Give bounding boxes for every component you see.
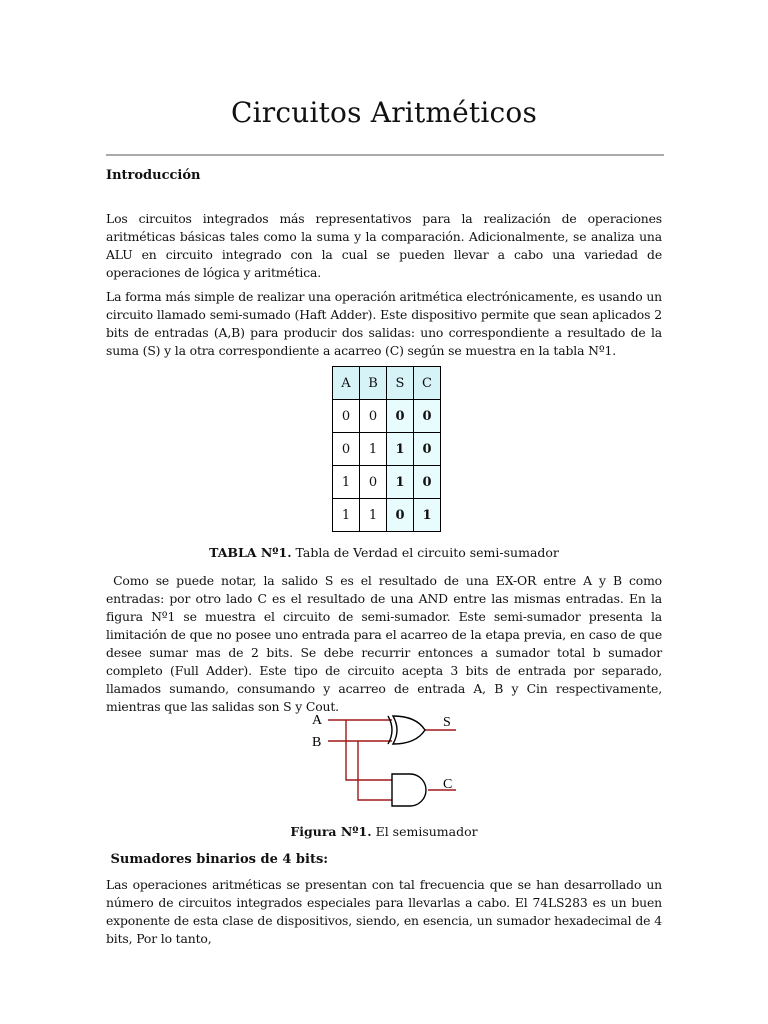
cell-s: 0 — [387, 499, 414, 532]
section-heading-4bit-adders: Sumadores binarios de 4 bits: — [106, 852, 329, 867]
and-gate — [392, 774, 426, 806]
cell-b: 1 — [360, 499, 387, 532]
paragraph-4bit-adders: Las operaciones aritméticas se presentan con tal frecuencia que se han desarrollado un número de circuitos integrados especiales para llevarlas a cabo. El 74LS283 es un buen exponente de esta clase de dispositivos, siendo, en esencia, un sumador hexadecimal de 4 bits, Por lo tanto, — [106, 877, 662, 946]
table-row — [333, 466, 441, 499]
xor-gate — [388, 716, 425, 744]
header-c: C — [414, 367, 441, 400]
header-s: S — [387, 367, 414, 400]
input-b-label: B — [312, 735, 322, 750]
cell-c: 0 — [414, 466, 441, 499]
half-adder-circuit-diagram — [300, 708, 470, 808]
figure-caption-label: Figura Nº1. — [290, 824, 372, 839]
cell-b: 0 — [360, 400, 387, 433]
cell-c: 0 — [414, 433, 441, 466]
figure-caption — [0, 824, 768, 839]
output-s-label: S — [443, 715, 451, 730]
cell-s: 0 — [387, 400, 414, 433]
output-c-label: C — [443, 777, 453, 792]
wire-b-to-and — [358, 741, 392, 800]
table-caption-label: TABLA Nº1. — [209, 545, 292, 560]
cell-a: 1 — [333, 466, 360, 499]
table-row — [333, 499, 441, 532]
cell-s: 1 — [387, 433, 414, 466]
header-a: A — [333, 367, 360, 400]
xor-gate-body — [393, 716, 425, 744]
cell-b: 0 — [360, 466, 387, 499]
paragraph-half-adder: La forma más simple de realizar una operación aritmética electrónicamente, es usando un circuito llamado semi-sumado (Haft Adder). Este dispositivo permite que sean aplicados 2 bits de entradas (A,B) para producir dos salidas: uno correspondiente a resultado de la suma (S) y la otra correspondiente a acarreo (C) según se muestra en la tabla Nº1. — [106, 289, 662, 358]
page-title: Circuitos Aritméticos — [230, 96, 538, 129]
table-row — [333, 400, 441, 433]
cell-c: 0 — [414, 400, 441, 433]
paragraph-intro: Los circuitos integrados más representativos para la realización de operaciones aritméticas básicas tales como la suma y la comparación. Adicionalmente, se analiza una ALU en circuito integrado con la cual se pueden llevar a cabo una variedad de operaciones de lógica y aritmética. — [106, 211, 662, 280]
table-caption-text: Tabla de Verdad el circuito semi-sumador — [291, 545, 559, 560]
figure-caption-text: El semisumador — [371, 824, 478, 839]
cell-a: 0 — [333, 400, 360, 433]
cell-s: 1 — [387, 466, 414, 499]
table-caption — [0, 545, 768, 560]
intro-heading: Introducción — [106, 168, 201, 183]
title-divider — [106, 154, 664, 156]
cell-c: 1 — [414, 499, 441, 532]
wire-a-to-and — [346, 720, 392, 780]
cell-a: 0 — [333, 433, 360, 466]
truth-table-header — [333, 367, 441, 400]
truth-table — [332, 366, 441, 532]
table-row — [333, 433, 441, 466]
header-b: B — [360, 367, 387, 400]
cell-a: 1 — [333, 499, 360, 532]
cell-b: 1 — [360, 433, 387, 466]
paragraph-explanation: Como se puede notar, la salido S es el resultado de una EX-OR entre A y B como entradas: por otro lado C es el resultado de una AND entre las mismas entradas. En la figura Nº1 se muestra el circuito de semi-sumador. Este semi-sumador presenta la limitación de que no posee uno entrada para el acarreo de la etapa previa, en caso de que desee sumar mas de 2 bits. Se debe recurrir entonces a sumador total b sumador completo (Full Adder). Este tipo de circuito acepta 3 bits de entrada por separado, llamados sumando, consumando y acarreo de entrada A, B y Cin respectivamente, mientras que las salidas son S y Cout. — [106, 573, 666, 714]
input-a-label: A — [312, 713, 323, 728]
